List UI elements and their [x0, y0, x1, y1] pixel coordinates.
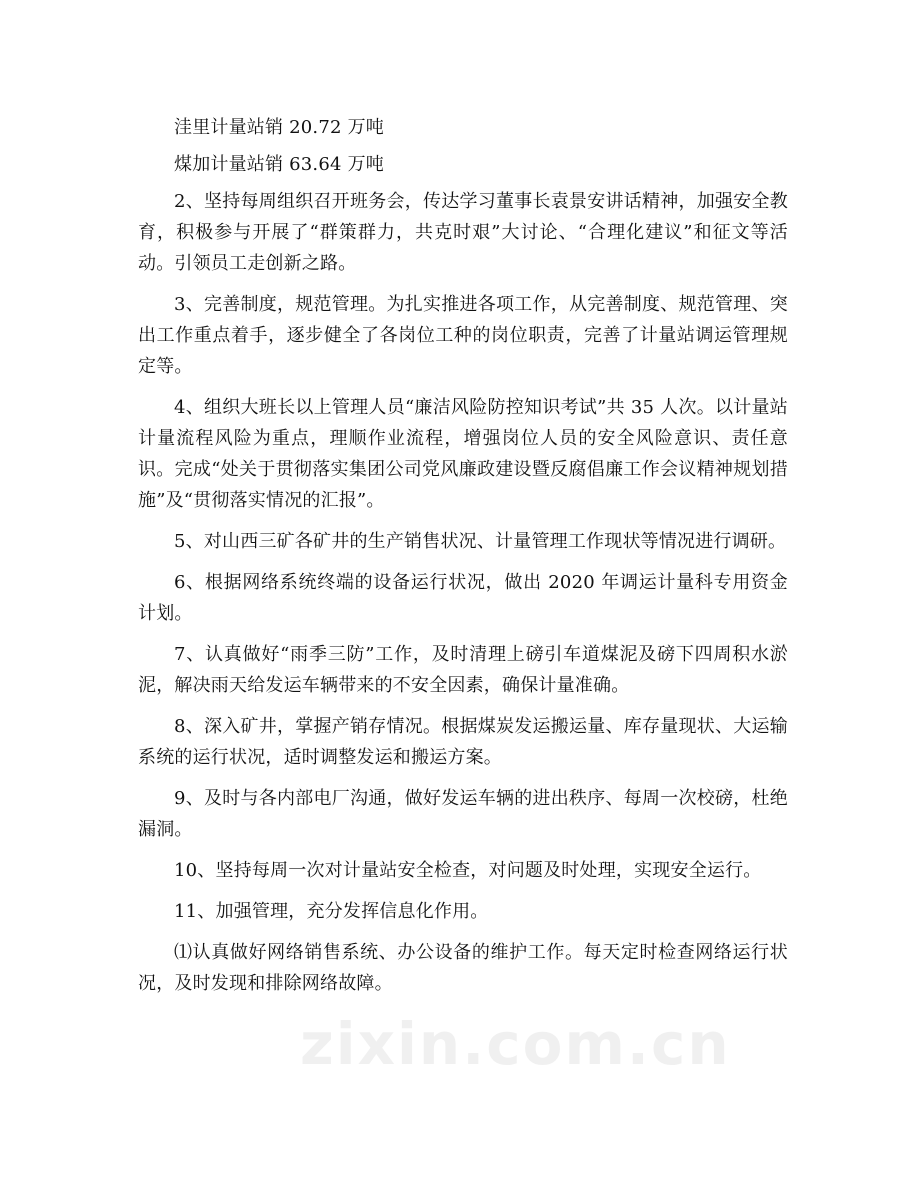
paragraph-item-11: 11、加强管理，充分发挥信息化作用。: [174, 901, 489, 922]
paragraph-item-4: 4、组织大班长以上管理人员“廉洁风险防控知识考试”共 35 人次。以计量站计量流程风险为重点，理顺作业流程，增强岗位人员的安全风险意识、责任意识。完成“处关于贯彻落实集团公司党风廉政建设暨反腐倡廉工作会议精神规划措施”及“贯彻落实情况的汇报”。: [138, 397, 788, 511]
paragraph-item-5: 5、对山西三矿各矿井的生产销售状况、计量管理工作现状等情况进行调研。: [174, 531, 787, 552]
document-body: [138, 112, 788, 1009]
paragraph-item-8: 8、深入矿井，掌握产销存情况。根据煤炭发运搬运量、库存量现状、大运输系统的运行状况，适时调整发运和搬运方案。: [138, 716, 788, 768]
paragraph-item-9: 9、及时与各内部电厂沟通，做好发运车辆的进出秩序、每周一次校磅，杜绝漏洞。: [138, 788, 788, 840]
paragraph-item-2: 2、坚持每周组织召开班务会，传达学习董事长袁景安讲话精神，加强安全教育，积极参与开展了“群策群力，共克时艰”大讨论、“合理化建议”和征文等活动。引领员工走创新之路。: [138, 191, 788, 274]
paragraph-item-6: 6、根据网络系统终端的设备运行状况，做出 2020 年调运计量科专用资金计划。: [138, 572, 788, 624]
paragraph-sales-wali: 洼里计量站销 20.72 万吨: [174, 117, 384, 138]
paragraph-item-3: 3、完善制度，规范管理。为扎实推进各项工作，从完善制度、规范管理、突出工作重点着手，逐步健全了各岗位工种的岗位职责，完善了计量站调运管理规定等。: [138, 294, 788, 377]
paragraph-item-7: 7、认真做好“雨季三防”工作，及时清理上磅引车道煤泥及磅下四周积水淤泥，解决雨天给发运车辆带来的不安全因素，确保计量准确。: [138, 644, 788, 696]
paragraph-item-11-1: ⑴认真做好网络销售系统、办公设备的维护工作。每天定时检查网络运行状况，及时发现和排除网络故障。: [138, 942, 788, 994]
paragraph-item-10: 10、坚持每周一次对计量站安全检查，对问题及时处理，实现安全运行。: [174, 860, 762, 881]
watermark-text: zixin.com.cn: [300, 1010, 731, 1078]
paragraph-sales-meijia: 煤加计量站销 63.64 万吨: [174, 154, 384, 175]
